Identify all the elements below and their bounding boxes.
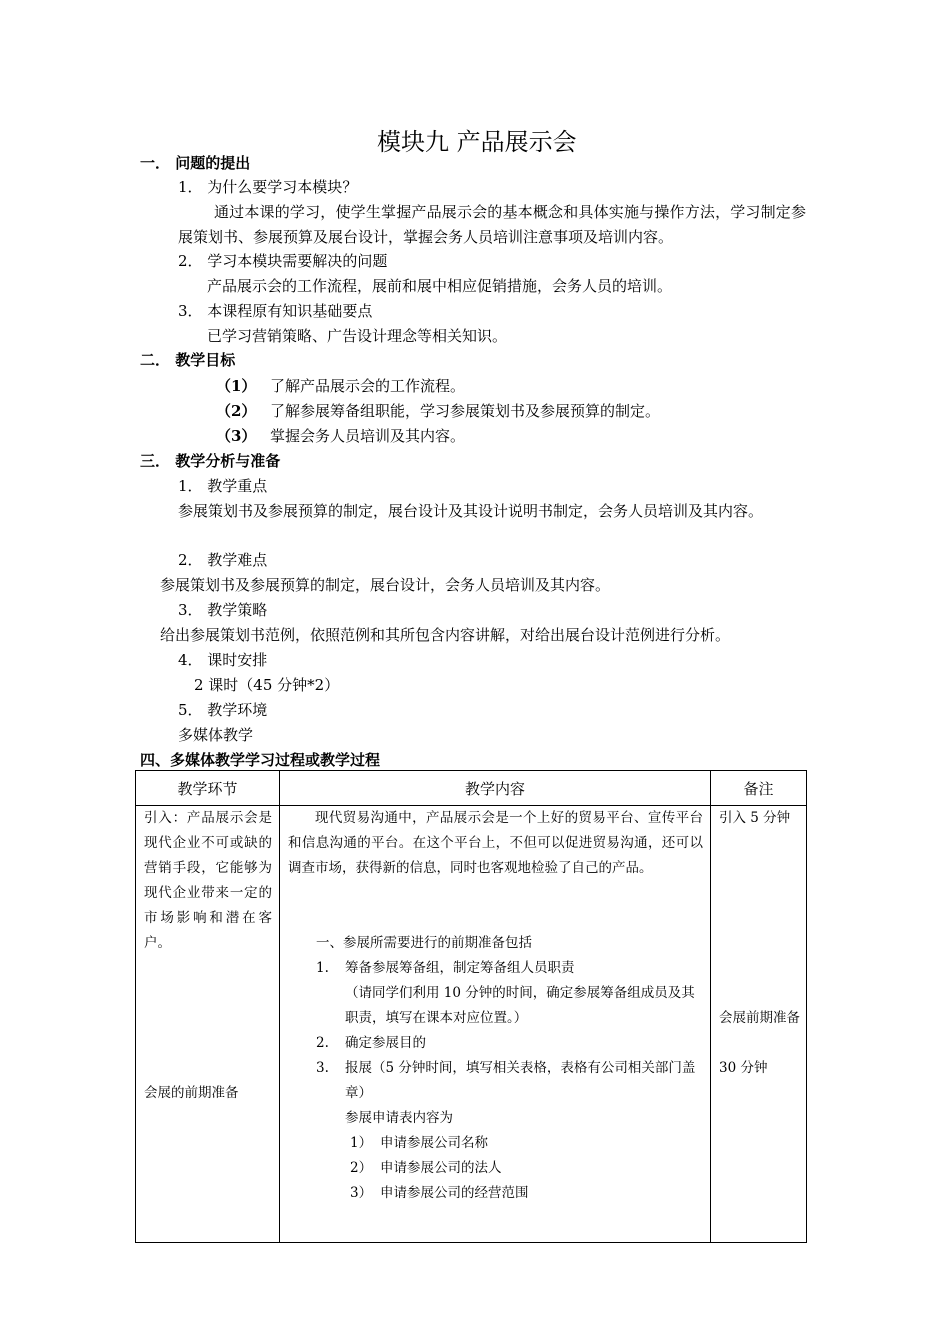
analysis-item-3: 3． 教学策略 bbox=[178, 601, 268, 619]
step-3-text: 报展（5 分钟时间，填写相关表格，表格有公司相关部门盖章） bbox=[345, 1060, 696, 1101]
step-2-text: 确定参展目的 bbox=[345, 1035, 426, 1051]
analysis-text-1: 参展策划书及参展预算的制定，展台设计及其设计说明书制定，会务人员培训及其内容。 bbox=[178, 502, 764, 520]
form-item-3-text: 申请参展公司的经营范围 bbox=[380, 1185, 529, 1201]
section-1-heading: 一． 问题的提出 bbox=[140, 154, 251, 172]
table-header-row bbox=[136, 771, 807, 806]
form-item-2-number: 2） bbox=[350, 1160, 373, 1176]
prep-heading: 一、参展所需要进行的前期准备包括 bbox=[316, 935, 532, 951]
section-4-heading: 四、多媒体教学学习过程或教学过程 bbox=[140, 751, 381, 769]
form-item-1-number: 1） bbox=[350, 1135, 373, 1151]
analysis-text-5: 多媒体教学 bbox=[178, 726, 254, 744]
analysis-text-4: 2 课时（45 分钟*2） bbox=[194, 676, 340, 694]
step-1-number: 1. bbox=[316, 960, 329, 976]
stage-cell bbox=[136, 806, 280, 1243]
stage-intro: 引入：产品展示会是现代企业不可或缺的营销手段，它能够为现代企业带来一定的市场影响和潜在客户。 bbox=[144, 810, 272, 951]
content-intro: 现代贸易沟通中，产品展示会是一个上好的贸易平台、宣传平台和信息沟通的平台。在这个平台上，不但可以促进贸易沟通，还可以调查市场，获得新的信息，同时也客观地检验了自己的产品。 bbox=[288, 810, 703, 876]
question-1: 1． 为什么要学习本模块？ bbox=[178, 178, 358, 196]
stage-preparation: 会展的前期准备 bbox=[144, 1085, 239, 1101]
goal-3-number: （3） bbox=[216, 427, 257, 445]
form-item-3-number: 3） bbox=[350, 1185, 373, 1201]
analysis-item-1: 1． 教学重点 bbox=[178, 477, 268, 495]
answer-2: 产品展示会的工作流程，展前和展中相应促销措施，会务人员的培训。 bbox=[207, 277, 673, 295]
header-teaching-content: 教学内容 bbox=[280, 771, 711, 806]
lesson-process-table bbox=[135, 770, 807, 1243]
answer-3: 已学习营销策略、广告设计理念等相关知识。 bbox=[207, 327, 508, 345]
section-2-heading: 二． 教学目标 bbox=[140, 351, 236, 369]
goal-2-number: （2） bbox=[216, 402, 257, 420]
analysis-text-2: 参展策划书及参展预算的制定，展台设计，会务人员培训及其内容。 bbox=[160, 576, 611, 594]
form-item-2-text: 申请参展公司的法人 bbox=[380, 1160, 502, 1176]
analysis-item-4: 4． 课时安排 bbox=[178, 651, 268, 669]
form-item-1-text: 申请参展公司名称 bbox=[380, 1135, 488, 1151]
page-title: 模块九 产品展示会 bbox=[377, 128, 577, 156]
analysis-text-3: 给出参展策划书范例，依照范例和其所包含内容讲解，对给出展台设计范例进行分析。 bbox=[160, 626, 731, 644]
step-3-number: 3. bbox=[316, 1060, 329, 1076]
analysis-item-2: 2． 教学难点 bbox=[178, 551, 268, 569]
step-1-text: 筹备参展筹备组，制定筹备组人员职责 bbox=[345, 960, 575, 976]
table-row bbox=[136, 806, 807, 1243]
section-3-heading: 三． 教学分析与准备 bbox=[140, 452, 281, 470]
form-heading: 参展申请表内容为 bbox=[345, 1110, 453, 1126]
goal-1-number: （1） bbox=[216, 377, 257, 395]
question-3: 3． 本课程原有知识基础要点 bbox=[178, 302, 373, 320]
header-notes: 备注 bbox=[711, 771, 807, 806]
answer-1: 通过本课的学习，使学生掌握产品展示会的基本概念和具体实施与操作方法，学习制定参展策划书、参展预算及展台设计，掌握会务人员培训注意事项及培训内容。 bbox=[178, 203, 806, 246]
header-teaching-stage: 教学环节 bbox=[136, 771, 280, 806]
analysis-item-5: 5． 教学环境 bbox=[178, 701, 268, 719]
goal-3-text: 掌握会务人员培训及其内容。 bbox=[270, 427, 466, 445]
notes-cell bbox=[711, 806, 807, 1243]
goal-1-text: 了解产品展示会的工作流程。 bbox=[270, 377, 466, 395]
content-cell bbox=[280, 806, 711, 1243]
goal-2-text: 了解参展筹备组职能，学习参展策划书及参展预算的制定。 bbox=[270, 402, 661, 420]
note-intro-time: 引入 5 分钟 bbox=[719, 810, 791, 826]
note-prep-label: 会展前期准备 bbox=[719, 1010, 800, 1026]
step-1-note: （请同学们利用 10 分钟的时间，确定参展筹备组成员及其职责，填写在课本对应位置。） bbox=[345, 985, 695, 1026]
note-prep-time: 30 分钟 bbox=[719, 1060, 768, 1076]
question-2: 2． 学习本模块需要解决的问题 bbox=[178, 252, 388, 270]
step-2-number: 2. bbox=[316, 1035, 329, 1051]
